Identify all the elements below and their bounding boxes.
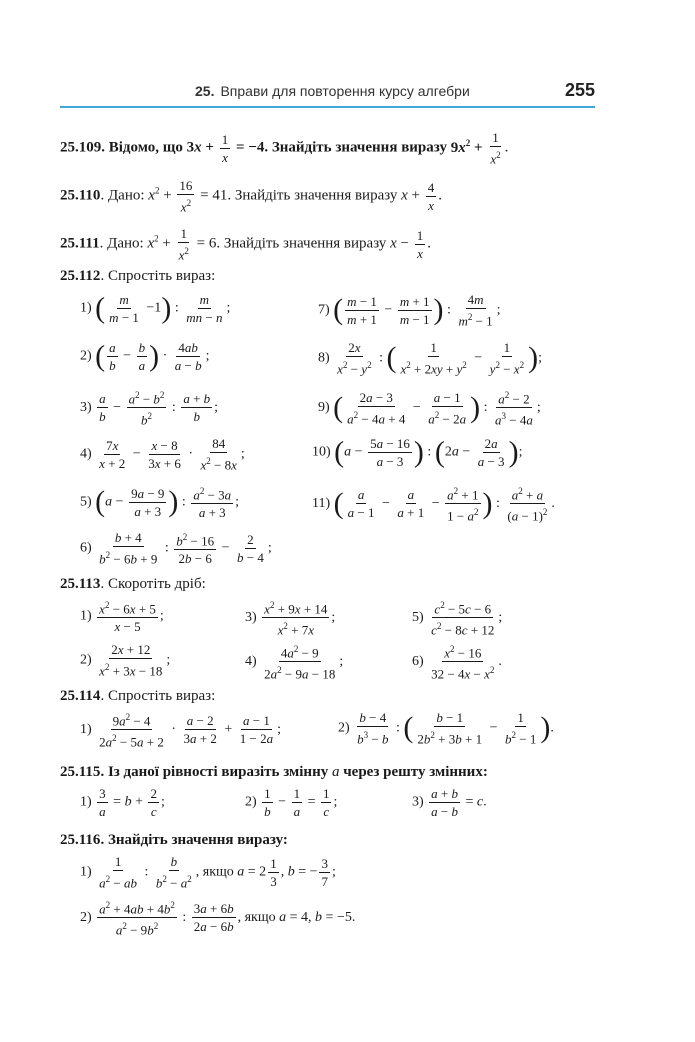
item-115-2: 2) $\frac{1}{b}$ − $\frac{1}{a}$ = $\frac{1}{c}$ ;: [245, 786, 338, 819]
item-116-2: 2) $\frac{a^2 + 4ab + 4b^2}{a^2 - 9b^2}$ : $\frac{3a + 6b}{2a - 6b}$ , якщо a = 4, b = −5.: [80, 900, 356, 938]
problem-25-112-title: 25.112. Спростіть вираз:: [60, 268, 216, 284]
item-113-2: 2) $\frac{2x + 12}{x^2 + 3x - 18}$ ;: [80, 642, 171, 679]
problem-25-113-title: 25.113. Скоротіть дріб:: [60, 576, 206, 592]
item-115-1: 1) $\frac{3}{a}$ = b + $\frac{2}{c}$ ;: [80, 786, 165, 819]
item-112-10: 10) (a − $\frac{5a - 16}{a - 3}$ ) : (2a − $\frac{2a}{a - 3}$ );: [312, 435, 523, 469]
item-112-7: 7) ( $\frac{m - 1}{m + 1}$ − $\frac{m + 1}{m - 1}$ ) : $\frac{4m}{m^2 - 1}$ ;: [318, 292, 501, 329]
item-112-2: 2) ( $\frac{a}{b}$ − $\frac{b}{a}$ ) · $\frac{4ab}{a - b}$ ;: [80, 339, 210, 373]
item-113-1: 1) $\frac{x^2 - 6x + 5}{x - 5}$ ;: [80, 600, 164, 635]
item-112-1: 1) ( $\frac{m}{m - 1}$ −1) : $\frac{m}{mn - n}$ ;: [80, 291, 231, 325]
item-112-6: 6) $\frac{b + 4}{b^2 - 6b + 9}$ : $\frac{b^2 - 16}{2b - 6}$ − $\frac{2}{b - 4}$ ;: [80, 530, 272, 567]
item-112-11: 11) ( $\frac{a}{a - 1}$ − $\frac{a}{a + 1}$ − $\frac{a^2 + 1}{1 - a^2}$ ) : $\frac{a^2 + a}{(a - 1)^2}$ .: [312, 486, 555, 524]
item-112-5: 5) (a − $\frac{9a - 9}{a + 3}$ ) : $\frac{a^2 - 3a}{a + 3}$ ;: [80, 485, 240, 521]
item-116-1: 1) $\frac{1}{a^2 - ab}$ : $\frac{b}{b^2 - a^2}$ , якщо a = 2 $\frac{1}{3}$ , b = − $\frac{3}{7}$ ;: [80, 854, 336, 891]
item-112-3: 3) $\frac{a}{b}$ − $\frac{a^2 - b^2}{b^2}$ : $\frac{a + b}{b}$ ;: [80, 390, 219, 428]
item-112-9: 9) ( $\frac{2a - 3}{a^2 - 4a + 4}$ − $\frac{a - 1}{a^2 - 2a}$ ) : $\frac{a^2 - 2}{a^3 - 4a}$ ;: [318, 389, 541, 428]
page-number: 255: [564, 80, 595, 100]
problem-25-109: 25.109. Відомо, що 3x + $\frac{1}{x}$ = −4. Знайдіть значення виразу $9x^2$ + $\frac{1}{x^2}$ .: [60, 130, 509, 167]
item-113-6: 6) $\frac{x^2 - 16}{32 - 4x - x^2}$ .: [412, 644, 502, 682]
item-112-4: 4) $\frac{7x}{x + 2}$ − $\frac{x - 8}{3x + 6}$ · $\frac{84}{x^2 - 8x}$ ;: [80, 436, 245, 473]
header-rule: [60, 106, 595, 108]
item-114-2: 2) $\frac{b - 4}{b^3 - b}$ : ( $\frac{b - 1}{2b^2 + 3b + 1}$ − $\frac{1}{b^2 - 1}$ ).: [338, 710, 554, 747]
problem-25-110: 25.110. Дано: $x^2$ + $\frac{16}{x^2}$ = 41. Знайдіть значення виразу x + $\frac{4}{x}$ .: [60, 178, 442, 215]
item-115-3: 3) $\frac{a + b}{a - b}$ = c.: [412, 786, 487, 819]
problem-25-111: 25.111. Дано: $x^2$ + $\frac{1}{x^2}$ = 6. Знайдіть значення виразу x − $\frac{1}{x}$ .: [60, 226, 431, 263]
problem-25-114-title: 25.114. Спростіть вираз:: [60, 688, 216, 704]
item-113-5: 5) $\frac{c^2 - 5c - 6}{c^2 - 8c + 12}$ ;: [412, 600, 503, 638]
item-112-8: 8) $\frac{2x}{x^2 - y^2}$ : ( $\frac{1}{x^2 + 2xy + y^2}$ − $\frac{1}{y^2 - x^2}$ );: [318, 340, 542, 377]
problem-25-116-title: 25.116. Знайдіть значення виразу:: [60, 832, 288, 848]
page-header: [60, 80, 595, 104]
problem-25-115-title: 25.115. Із даної рівності виразіть змінну a через решту змінних:: [60, 764, 488, 780]
item-113-3: 3) $\frac{x^2 + 9x + 14}{x^2 + 7x}$ ;: [245, 600, 336, 638]
item-114-1: 1) $\frac{9a^2 - 4}{2a^2 - 5a + 2}$ · $\frac{a - 2}{3a + 2}$ + $\frac{a - 1}{1 - 2a}$ ;: [80, 712, 282, 750]
item-113-4: 4) $\frac{4a^2 - 9}{2a^2 - 9a - 18}$ ;: [245, 644, 344, 682]
running-title: 25. Вправи для повторення курсу алгебри: [195, 83, 470, 99]
